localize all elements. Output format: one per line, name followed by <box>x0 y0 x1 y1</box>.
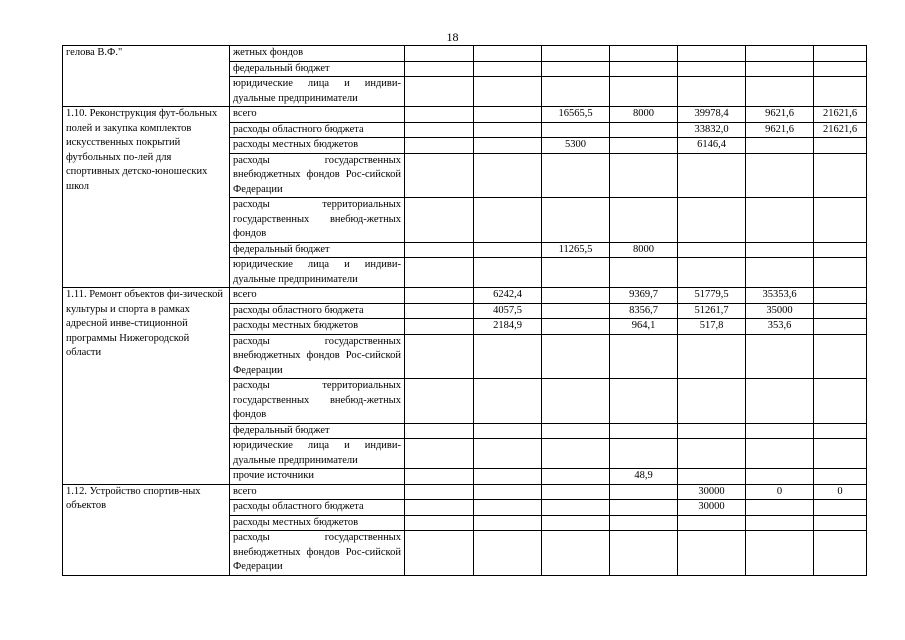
table-row <box>63 484 867 500</box>
value-cell <box>405 242 474 258</box>
value-cell <box>814 258 867 288</box>
value-cell <box>542 531 610 576</box>
value-cell <box>814 439 867 469</box>
source-cell: юридические лица и индиви-дуальные предприниматели <box>230 258 405 288</box>
value-cell <box>678 334 746 379</box>
value-cell: 51261,7 <box>678 303 746 319</box>
source-cell: жетных фондов <box>230 46 405 62</box>
value-cell <box>542 77 610 107</box>
value-cell <box>814 138 867 154</box>
value-cell: 5300 <box>542 138 610 154</box>
value-cell <box>746 198 814 243</box>
table-row <box>63 288 867 304</box>
value-cell <box>610 198 678 243</box>
source-cell: расходы государственных внебюджетных фондов Рос-сийской Федерации <box>230 153 405 198</box>
value-cell <box>814 153 867 198</box>
value-cell <box>405 439 474 469</box>
value-cell <box>474 484 542 500</box>
value-cell: 4057,5 <box>474 303 542 319</box>
value-cell <box>405 77 474 107</box>
value-cell <box>814 198 867 243</box>
value-cell <box>542 319 610 335</box>
value-cell <box>814 288 867 304</box>
value-cell: 9621,6 <box>746 122 814 138</box>
value-cell <box>474 531 542 576</box>
value-cell: 33832,0 <box>678 122 746 138</box>
value-cell <box>610 439 678 469</box>
value-cell <box>746 77 814 107</box>
value-cell: 39978,4 <box>678 107 746 123</box>
value-cell <box>678 77 746 107</box>
source-cell: всего <box>230 107 405 123</box>
value-cell <box>542 288 610 304</box>
value-cell <box>405 61 474 77</box>
value-cell <box>814 531 867 576</box>
value-cell: 517,8 <box>678 319 746 335</box>
value-cell <box>814 242 867 258</box>
value-cell <box>814 423 867 439</box>
source-cell: расходы местных бюджетов <box>230 515 405 531</box>
value-cell <box>474 258 542 288</box>
value-cell <box>474 439 542 469</box>
source-cell: расходы местных бюджетов <box>230 138 405 154</box>
value-cell <box>474 500 542 516</box>
value-cell <box>474 198 542 243</box>
value-cell <box>405 319 474 335</box>
value-cell: 16565,5 <box>542 107 610 123</box>
value-cell <box>542 439 610 469</box>
value-cell <box>610 515 678 531</box>
value-cell <box>610 531 678 576</box>
value-cell <box>746 423 814 439</box>
value-cell <box>746 46 814 62</box>
value-cell <box>746 379 814 424</box>
source-cell: всего <box>230 288 405 304</box>
value-cell <box>610 122 678 138</box>
value-cell <box>405 303 474 319</box>
value-cell <box>678 423 746 439</box>
value-cell <box>405 423 474 439</box>
value-cell <box>814 379 867 424</box>
value-cell <box>542 469 610 485</box>
value-cell <box>542 500 610 516</box>
value-cell <box>610 46 678 62</box>
value-cell <box>678 258 746 288</box>
value-cell <box>678 469 746 485</box>
value-cell <box>678 242 746 258</box>
value-cell <box>405 46 474 62</box>
value-cell <box>474 122 542 138</box>
value-cell <box>542 303 610 319</box>
value-cell <box>814 515 867 531</box>
value-cell <box>746 515 814 531</box>
value-cell <box>610 138 678 154</box>
value-cell: 51779,5 <box>678 288 746 304</box>
value-cell: 2184,9 <box>474 319 542 335</box>
value-cell <box>678 531 746 576</box>
value-cell <box>746 469 814 485</box>
table-row <box>63 107 867 123</box>
value-cell <box>678 153 746 198</box>
value-cell <box>610 500 678 516</box>
value-cell <box>474 46 542 62</box>
value-cell: 6242,4 <box>474 288 542 304</box>
value-cell <box>542 153 610 198</box>
value-cell <box>610 334 678 379</box>
value-cell <box>405 515 474 531</box>
budget-table-body <box>63 46 867 576</box>
value-cell <box>405 531 474 576</box>
value-cell <box>405 153 474 198</box>
value-cell <box>610 379 678 424</box>
value-cell <box>610 153 678 198</box>
source-cell: расходы государственных внебюджетных фондов Рос-сийской Федерации <box>230 531 405 576</box>
value-cell <box>746 258 814 288</box>
source-cell: юридические лица и индиви-дуальные предприниматели <box>230 77 405 107</box>
value-cell: 21621,6 <box>814 122 867 138</box>
value-cell <box>542 423 610 439</box>
budget-table <box>62 45 867 576</box>
value-cell <box>474 469 542 485</box>
value-cell <box>746 531 814 576</box>
value-cell <box>405 379 474 424</box>
source-cell: федеральный бюджет <box>230 61 405 77</box>
value-cell: 0 <box>814 484 867 500</box>
value-cell <box>474 107 542 123</box>
value-cell <box>814 469 867 485</box>
value-cell <box>405 107 474 123</box>
value-cell <box>746 153 814 198</box>
value-cell <box>474 153 542 198</box>
page-number: 18 <box>446 30 459 44</box>
section-cell: 1.10. Реконструкция фут-больных полей и закупка комплектов искусственных покрытий футбольных по-лей для спортивных детско-юношеских школ <box>63 107 230 288</box>
value-cell <box>405 258 474 288</box>
source-cell: расходы областного бюджета <box>230 303 405 319</box>
value-cell <box>542 379 610 424</box>
value-cell <box>542 46 610 62</box>
value-cell: 8356,7 <box>610 303 678 319</box>
value-cell <box>405 122 474 138</box>
section-cell: гелова В.Ф." <box>63 46 230 107</box>
value-cell <box>678 439 746 469</box>
value-cell <box>474 138 542 154</box>
value-cell: 21621,6 <box>814 107 867 123</box>
value-cell <box>405 484 474 500</box>
source-cell: всего <box>230 484 405 500</box>
value-cell <box>405 469 474 485</box>
value-cell: 35353,6 <box>746 288 814 304</box>
value-cell <box>746 439 814 469</box>
value-cell <box>474 334 542 379</box>
value-cell <box>542 122 610 138</box>
value-cell <box>678 515 746 531</box>
value-cell <box>814 46 867 62</box>
value-cell <box>474 515 542 531</box>
value-cell: 0 <box>746 484 814 500</box>
value-cell <box>746 61 814 77</box>
value-cell <box>542 484 610 500</box>
value-cell <box>610 258 678 288</box>
value-cell: 6146,4 <box>678 138 746 154</box>
value-cell <box>814 77 867 107</box>
value-cell: 30000 <box>678 484 746 500</box>
value-cell: 11265,5 <box>542 242 610 258</box>
value-cell <box>746 242 814 258</box>
source-cell: расходы местных бюджетов <box>230 319 405 335</box>
value-cell: 964,1 <box>610 319 678 335</box>
value-cell <box>542 61 610 77</box>
source-cell: юридические лица и индиви-дуальные предприниматели <box>230 439 405 469</box>
value-cell <box>542 258 610 288</box>
value-cell: 35000 <box>746 303 814 319</box>
source-cell: федеральный бюджет <box>230 423 405 439</box>
source-cell: расходы территориальных государственных внебюд-жетных фондов <box>230 379 405 424</box>
value-cell <box>746 334 814 379</box>
value-cell <box>746 500 814 516</box>
value-cell: 9621,6 <box>746 107 814 123</box>
value-cell <box>678 198 746 243</box>
value-cell <box>405 500 474 516</box>
value-cell <box>542 334 610 379</box>
value-cell: 8000 <box>610 242 678 258</box>
value-cell <box>814 61 867 77</box>
value-cell <box>610 423 678 439</box>
table-row <box>63 46 867 62</box>
value-cell <box>610 484 678 500</box>
value-cell <box>474 242 542 258</box>
source-cell: федеральный бюджет <box>230 242 405 258</box>
value-cell <box>474 77 542 107</box>
source-cell: расходы государственных внебюджетных фондов Рос-сийской Федерации <box>230 334 405 379</box>
value-cell <box>405 288 474 304</box>
source-cell: расходы территориальных государственных внебюд-жетных фондов <box>230 198 405 243</box>
value-cell <box>814 334 867 379</box>
value-cell <box>678 46 746 62</box>
value-cell <box>678 61 746 77</box>
value-cell <box>405 138 474 154</box>
value-cell <box>405 334 474 379</box>
source-cell: прочие источники <box>230 469 405 485</box>
source-cell: расходы областного бюджета <box>230 500 405 516</box>
value-cell: 353,6 <box>746 319 814 335</box>
value-cell <box>814 303 867 319</box>
value-cell: 9369,7 <box>610 288 678 304</box>
value-cell <box>746 138 814 154</box>
section-cell: 1.11. Ремонт объектов фи-зической культуры и спорта в рамках адресной инве-стиционной программы Нижегородской области <box>63 288 230 485</box>
value-cell <box>474 379 542 424</box>
value-cell <box>474 61 542 77</box>
value-cell <box>814 500 867 516</box>
value-cell: 30000 <box>678 500 746 516</box>
value-cell <box>678 379 746 424</box>
source-cell: расходы областного бюджета <box>230 122 405 138</box>
value-cell <box>542 198 610 243</box>
value-cell <box>474 423 542 439</box>
value-cell: 48,9 <box>610 469 678 485</box>
value-cell <box>542 515 610 531</box>
value-cell <box>814 319 867 335</box>
value-cell <box>610 77 678 107</box>
value-cell <box>405 198 474 243</box>
value-cell: 8000 <box>610 107 678 123</box>
value-cell <box>610 61 678 77</box>
section-cell: 1.12. Устройство спортив-ных объектов <box>63 484 230 575</box>
